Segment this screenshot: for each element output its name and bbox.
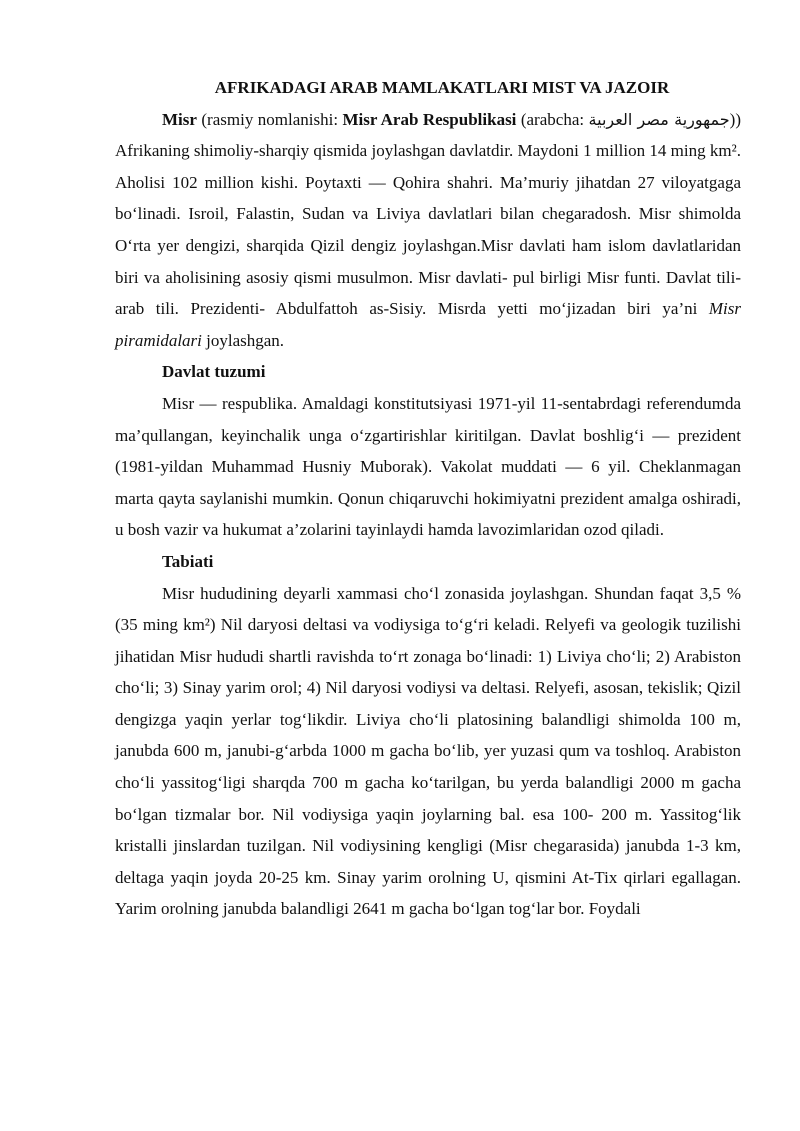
document-title: AFRIKADAGI ARAB MAMLAKATLARI MIST VA JAZOIR (214, 78, 670, 97)
intro-term: Misr (162, 109, 197, 129)
document-page (115, 72, 741, 925)
section-heading-davlat-tuzumi: Davlat tuzumi (162, 362, 266, 382)
section-heading-tabiati: Tabiati (162, 551, 214, 571)
intro-paragraph (115, 104, 741, 357)
section-paragraph-tabiati: Misr hududining deyarli xammasi cho‘l zonasida joylashgan. Shundan faqat 3,5 % (35 ming km²) Nil daryosi deltasi va vodiysiga to‘g‘ri keladi. Relyefi va geologik tuzilishi jihatidan Misr hududi shartli ravishda to‘rt zonaga bo‘linadi: 1) Liviya cho‘li; 2) Arabiston cho‘li; 3) Sinay yarim orol; 4) Nil daryosi vodiysi va deltasi. Relyefi, asosan, tekislik; Qizil dengizga yaqin yerlar tog‘likdir. Liviya cho‘li platosining balandligi shimolda 100 m, janubda 600 m, janubi-g‘arbda 1000 m gacha bo‘lib, yer yuzasi qum va toshloq. Arabiston cho‘li yassitog‘ligi sharqda 700 m gacha ko‘tarilgan, bu yerda balandligi 2000 m gacha bo‘lgan tizmalar bor. Nil vodiysiga yaqin joylarning bal. esa 100- 200 m. Yassitog‘lik kristalli jinslardan tuzilgan. Nil vodiysining kengligi (Misr chegarasida) janubda 1-3 km, deltaga yaqin joyda 20-25 km. Sinay yarim orolning U, qismini At-Tix qirlari egallagan. Yarim orolning janubda balandligi 2641 m gacha bo‘lgan tog‘lar bor. Foydali (115, 583, 741, 919)
arabic-name: جمهورية مصر العربية (588, 109, 730, 129)
intro-italic: Misr piramidalari (115, 299, 741, 350)
section-paragraph-davlat-tuzumi: Misr — respublika. Amaldagi konstitutsiyasi 1971-yil 11-sentabrdagi referendumda ma’qullangan, keyinchalik unga o‘zgartirishlar kiritilgan. Davlat boshlig‘i — prezident (1981-yildan Muhammad Husniy Muborak). Vakolat muddati — 6 yil. Cheklanmagan marta qayta saylanishi mumkin. Qonun chiqaruvchi hokimiyatni prezident amalga oshiradi, u bosh vazir va hukumat a’zolarini tayinlaydi hamda lavozimlaridan ozod qiladi. (115, 393, 741, 540)
intro-open: (rasmiy nomlanishi: (196, 109, 343, 129)
official-name: Misr Arab Respublikasi (342, 109, 517, 129)
arabic-prefix: (arabcha: (516, 109, 589, 129)
intro-rest: )) Afrikaning shimoliy-sharqiy qismida joylashgan davlatdir. Maydoni 1 million 14 ming km². Aholisi 102 million kishi. Poytaxti — Qohira shahri. Ma’muriy jihatdan 27 viloyatgaga bo‘linadi. Isroil, Falastin, Sudan va Liviya davlatlari bilan chegaradosh. Misr shimolda O‘rta yer dengizi, sharqida Qizil dengiz joylashgan.Misr davlati ham islom davlatlaridan biri va aholisining asosiy qismi musulmon. Misr davlati- pul birligi Misr funti. Davlat tili- arab tili. Prezidenti- Abdulfattoh as-Sisiy. Misrda yetti mo‘jizadan biri ya’ni (115, 109, 741, 319)
intro-end: joylashgan. (201, 330, 285, 350)
